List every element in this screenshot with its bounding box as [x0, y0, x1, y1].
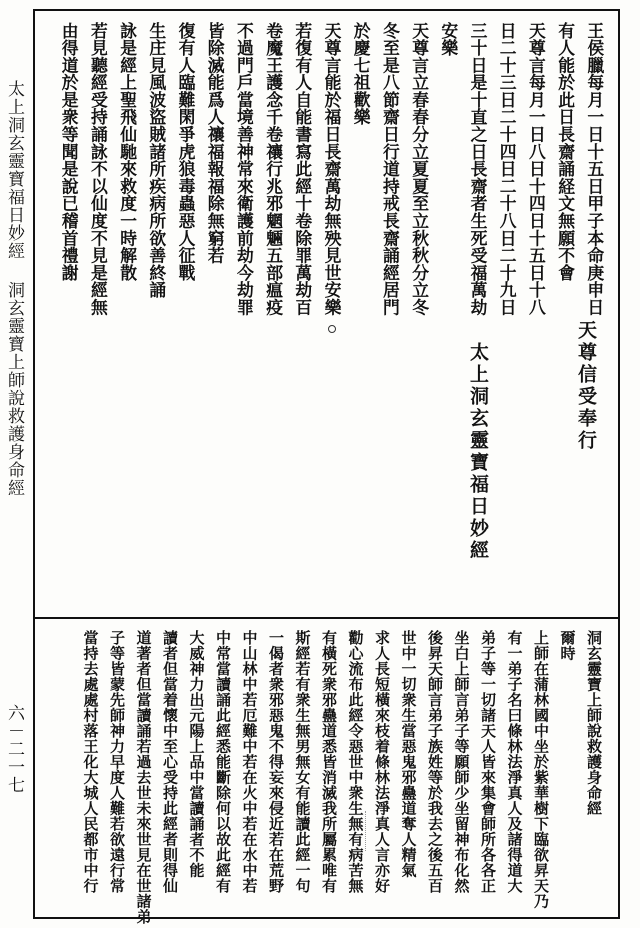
text-column: 道著者但當讀誦若過去世未來世見在世諸弟 [134, 630, 153, 925]
text-column: 有橫死衆邪蠱道悉皆消滅我所屬累唯有 [320, 630, 338, 894]
text-column: 勸心流布此經令惡世中衆生無有病苦無 [346, 630, 365, 894]
text-column: 王侯臘每月一日十五日甲子本命庚申日 [584, 22, 605, 316]
text-column: 大威神力出元陽上品中當讀誦者不能 [187, 630, 206, 878]
text-column: 天尊言立春春分立夏夏至立秋秋分立冬 [409, 22, 430, 316]
text-column: 爾時 [558, 630, 577, 661]
text-column: 天尊言能於福日長齋萬劫無殃見世安樂 [321, 22, 342, 316]
text-column: 洞玄靈寶上師說救護身命經 [585, 630, 603, 816]
text-column: 弟子等一切諸天人皆來集會師所各各正 [479, 630, 497, 894]
text-column: 三十日是十直之日長齋者生死受福萬劫 [467, 22, 488, 316]
text-column: 子等皆蒙先師神力早度人難若欲遠行常 [108, 630, 126, 894]
text-column: 冬至是八節齋日行道持戒長齋誦經居門 [380, 22, 401, 316]
text-column: 日二十三日二十四日二十八日二十九日 [497, 22, 518, 316]
text-column: 若見聽經受持誦詠不以仙度不見是經無 [88, 22, 109, 316]
text-column: 復有人臨難閑爭虎狼毒蟲惡人征戰 [175, 22, 196, 282]
text-column: 讀者但當着懷中至心受持此經者則得仙 [161, 630, 179, 894]
margin-title: 太上洞玄靈寶福日妙經 洞玄靈寶上師說救護身命經 [4, 80, 24, 497]
text-column: 皆除滅能爲人禳福報福除無窮若 [205, 22, 226, 265]
fold-mark [365, 811, 367, 851]
text-column: 若復有人自能書寫此經十卷除罪萬劫百 [292, 22, 313, 316]
text-column: 求人長短橫來枝着條林法淨真人言亦好 [373, 630, 391, 894]
text-column: 天尊言每月一日八日十四日十五日十八 [526, 22, 547, 316]
margin-page-number: 六－二一七 [4, 704, 24, 794]
end-title-a: 天尊信受奉行 [575, 320, 597, 452]
text-column: 不過門戶當境善神常來衛護前劫今劫罪 [234, 22, 255, 316]
circle-mark [328, 325, 336, 333]
text-column: 上師在蒲林國中坐於紫華樹下臨欲昇天乃 [532, 630, 550, 909]
end-title-b: 太上洞玄靈寶福日妙經 [467, 342, 489, 562]
text-column: 世中一切衆生當惡鬼邪蠱道奪人精氣 [399, 630, 418, 878]
text-column: 斯經若有衆生無男無女有能讀此經一句 [293, 630, 312, 894]
text-column: 安樂 [438, 22, 459, 57]
text-column: 卷魔王護念千卷禳行兆邪魍魎五部瘟疫 [263, 22, 284, 316]
text-column: 詠是經上聖飛仙馳來救度一時解散 [117, 22, 138, 282]
text-column: 生庄見風波盜賊諸所疾病所欲善終誦 [146, 22, 167, 299]
text-column: 坐白上師言弟子等願師少坐留神布化然 [452, 630, 471, 894]
text-column: 當持去處處村落王化大城人民都市中行 [81, 630, 100, 894]
section-divider [35, 617, 618, 619]
text-column: 中常當讀誦此經悉能斷除何以故此經有 [214, 630, 232, 894]
text-column: 有人能於此日長齋誦経文無願不會 [555, 22, 576, 282]
text-column: 一偈者衆邪惡鬼不得妄來侵近若在荒野 [267, 630, 285, 894]
text-column: 後昇天師言弟子族姓等於我去之後五百 [426, 630, 444, 894]
text-column: 中山林中若厄難中若在火中若在水中若 [240, 630, 259, 894]
text-column: 有一弟子名曰條林法淨真人及諸得道大 [505, 630, 524, 894]
text-column: 於慶七祖歡樂 [351, 22, 372, 126]
text-column: 由得道於是衆等聞是說已稽首禮謝 [59, 22, 80, 282]
